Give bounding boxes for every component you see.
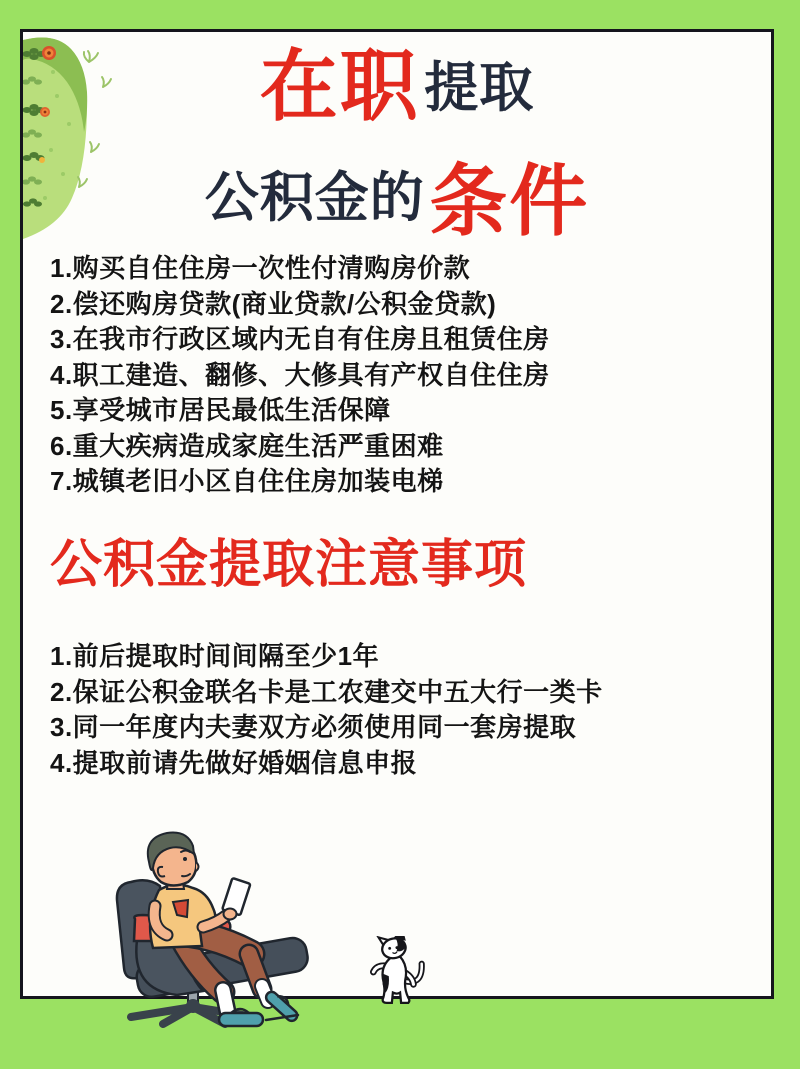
condition-item-7: 7.城镇老旧小区自住住房加装电梯 (50, 466, 444, 496)
leaf-bush-decoration-icon (23, 32, 213, 282)
berry-3 (39, 157, 45, 163)
berry-2 (40, 107, 50, 117)
title-highlight-2: 条件 (429, 157, 590, 245)
condition-item-4: 4.职工建造、翻修、大修具有产权自住住房 (50, 359, 550, 390)
notice-item-3: 3.同一年度内夫妻双方必须使用同一套房提取 (50, 712, 577, 742)
title-highlight-1: 在职 (259, 42, 420, 130)
condition-item-3: 3.在我市行政区域内无自有住房且租赁住房 (50, 324, 550, 354)
notice-list (50, 639, 603, 781)
hand (224, 909, 237, 920)
cat-illustration (366, 936, 428, 1008)
man-on-chair-illustration (85, 822, 325, 1032)
condition-item-5: 5.享受城市居民最低生活保障 (50, 395, 391, 425)
conditions-list (50, 251, 550, 500)
condition-item-1: 1.购买自住住房一次性付清购房价款 (50, 253, 471, 283)
notice-item-2: 2.保证公积金联名卡是工农建交中五大行一类卡 (50, 676, 603, 707)
title-text-2: 公积金的 (204, 168, 425, 228)
cat-figure (373, 936, 421, 1003)
condition-item-2: 2.偿还购房贷款(商业贷款/公积金贷款) (50, 288, 497, 319)
notice-heading: 公积金提取注意事项 (50, 536, 528, 594)
notice-item-1: 1.前后提取时间间隔至少1年 (50, 641, 380, 671)
man-figure (148, 833, 302, 1026)
slipper-flat (219, 1013, 263, 1026)
title-text-1: 提取 (424, 58, 535, 118)
condition-item-6: 6.重大疾病造成家庭生活严重困难 (50, 430, 444, 461)
berry-1 (42, 46, 56, 60)
notice-item-4: 4.提取前请先做好婚姻信息申报 (50, 747, 418, 778)
cat-head (378, 936, 408, 961)
